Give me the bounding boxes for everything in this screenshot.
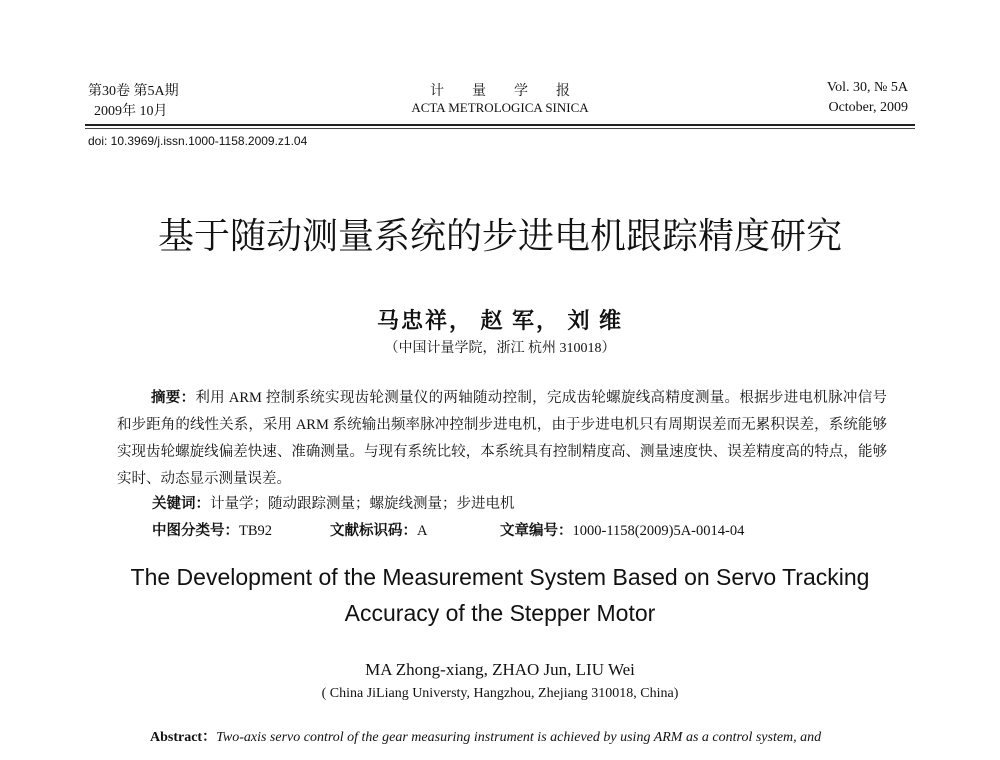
title-en-line1: The Development of the Measurement System Based on Servo Tracking: [130, 564, 870, 590]
doc-label: 文献标识码：: [330, 523, 417, 539]
keywords-label: 关键词：: [152, 496, 210, 512]
affiliation-cn: （中国计量学院，浙江 杭州 310018）: [384, 341, 616, 356]
abstract-cn-text: 利用 ARM 控制系统实现齿轮测量仪的两轴随动控制，完成齿轮螺旋线高精度测量。根据步进电机脉冲信号和步距角的线性关系，采用 ARM 系统输出频率脉冲控制步进电机，由于步进电机只有周期误差而无累积误差，系统能够实现齿轮螺旋线偏差快速、准确测量。与现有系统比较，本系统具有控制精度高、测量速度快、误差精度高的特点，能够实时、动态显示测量误差。: [117, 390, 887, 487]
keywords-cn: [152, 492, 515, 513]
date-cn: 2009年 10月: [94, 104, 168, 119]
doi: doi: 10.3969/j.issn.1000-1158.2009.z1.04: [88, 134, 308, 148]
journal-name-en: ACTA METROLOGICA SINICA: [411, 100, 589, 115]
date-en: October, 2009: [828, 100, 908, 115]
header-rule-thin: [85, 128, 915, 129]
document-code: [330, 519, 427, 540]
abstract-en-text: Two-axis servo control of the gear measuring instrument is achieved by using ARM as a control system, and: [216, 730, 822, 745]
authors-en: MA Zhong-xiang, ZHAO Jun, LIU Wei: [365, 660, 635, 679]
keywords-text: 计量学；随动跟踪测量；螺旋线测量；步进电机: [210, 496, 515, 512]
article-value: 1000-1158(2009)5A-0014-04: [572, 523, 745, 539]
abstract-en: [150, 726, 821, 746]
header-rule: [85, 124, 915, 126]
clc-value: TB92: [239, 523, 273, 539]
article-label: 文章编号：: [500, 523, 573, 539]
title-cn: 基于随动测量系统的步进电机跟踪精度研究: [157, 216, 842, 256]
article-number: [500, 519, 744, 540]
affiliation-en: ( China JiLiang Universty, Hangzhou, Zhejiang 310018, China): [321, 686, 679, 701]
title-en-line2: Accuracy of the Stepper Motor: [344, 600, 656, 626]
abstract-en-label: Abstract：: [150, 730, 217, 745]
journal-name-cn: 计 量 学 报: [430, 84, 570, 99]
abstract-cn: [117, 385, 887, 493]
doc-value: A: [417, 523, 428, 539]
clc-number: [152, 519, 272, 540]
clc-label: 中图分类号：: [152, 523, 239, 539]
volume-en: Vol. 30, № 5A: [826, 80, 908, 95]
volume-issue: 第30卷 第5A期: [88, 84, 179, 99]
abstract-cn-label: 摘要：: [151, 390, 196, 406]
authors-cn: 马忠祥， 赵 军， 刘 维: [376, 308, 623, 333]
